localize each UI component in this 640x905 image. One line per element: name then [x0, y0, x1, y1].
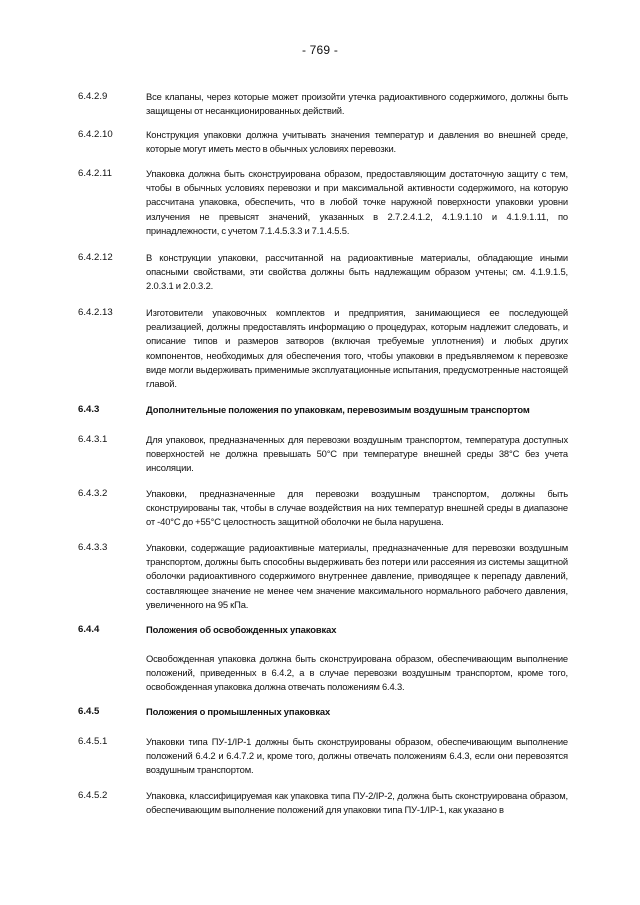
section-6-4-2-12	[78, 251, 568, 294]
section-heading: Дополнительные положения по упаковкам, перевозимым воздушным транспортом	[146, 404, 530, 415]
section-number: 6.4.2.9	[78, 91, 108, 102]
section-6-4-3-2	[78, 487, 568, 530]
heading-6-4-5	[78, 705, 568, 719]
page-number: - 769 -	[301, 43, 339, 57]
section-number: 6.4.2.12	[78, 252, 113, 263]
section-number: 6.4.2.13	[78, 307, 113, 318]
heading-6-4-3	[78, 403, 568, 417]
section-6-4-5-1	[78, 735, 568, 778]
section-text: Упаковки, предназначенные для перевозки воздушным транспортом, должны быть сконструированы так, чтобы в случае воздействия на них температур внешней среды в диапазоне от -40°C до +55°C целостность защитной оболочки не была нарушена.	[146, 488, 568, 528]
section-6-4-2-9	[78, 90, 568, 118]
section-number: 6.4.4	[78, 624, 100, 635]
section-6-4-2-11	[78, 167, 568, 238]
section-text: Упаковка должна быть сконструирована образом, предоставляющим достаточную защиту с тем, чтобы в обычных условиях перевозки и при максимальной активности содержимого, на которую рассчитана упаковка, обеспечить, что в любой точке наружной поверхности упаковки уровни излучения не превысят значений, указанных в 2.7.2.4.1.2, 4.1.9.1.10 и 4.1.9.1.11, по принадлежности, с учетом 7.1.4.5.3.3 и 7.1.4.5.5.	[146, 168, 568, 236]
section-number: 6.4.3.1	[78, 434, 108, 445]
section-text: Упаковки, содержащие радиоактивные материалы, предназначенные для перевозки воздушным транспортом, должны быть способны выдерживать без потери или рассеяния из системы защитной оболочки радиоактивного содержимого внутреннее давление, приводящее к перепаду давлений, составляющее значение не менее чем значение максимального нормального рабочего давления, увеличенного на 95 кПа.	[146, 542, 568, 610]
section-6-4-3-1	[78, 433, 568, 476]
section-text: Освобожденная упаковка должна быть сконструирована образом, обеспечивающим выполнение положений, приведенных в 6.4.2, а в случае перевозки воздушным транспортом, кроме того, освобожденная упаковка должна отвечать положениям 6.4.3.	[146, 653, 568, 693]
section-6-4-2-13	[78, 306, 568, 391]
section-number	[78, 652, 146, 695]
heading-6-4-4	[78, 623, 568, 637]
section-number: 6.4.3.2	[78, 488, 108, 499]
section-6-4-5-2	[78, 789, 568, 817]
section-text: Упаковки типа ПУ-1/IP-1 должны быть сконструированы образом, обеспечивающим выполнение положений 6.4.2 и 6.4.7.2 и, кроме того, должны отвечать положениям 6.4.3, если они перевозятся воздушным транспортом.	[146, 736, 568, 776]
section-6-4-2-10	[78, 128, 568, 156]
section-number: 6.4.5.1	[78, 736, 108, 747]
section-number: 6.4.5.2	[78, 790, 108, 801]
section-number: 6.4.3.3	[78, 542, 108, 553]
section-number: 6.4.2.10	[78, 129, 113, 140]
section-number: 6.4.3	[78, 404, 100, 415]
section-text: Все клапаны, через которые может произойти утечка радиоактивного содержимого, должны быть защищены от несанкционированных действий.	[146, 91, 568, 117]
section-number: 6.4.5	[78, 706, 100, 717]
section-text: Для упаковок, предназначенных для перевозки воздушным транспортом, температура доступных поверхностей не должна превышать 50°C при температуре внешней среды 38°C без учета инсоляции.	[146, 434, 568, 474]
section-6-4-3-3	[78, 541, 568, 612]
section-number: 6.4.2.11	[78, 168, 112, 179]
section-6-4-4-body	[78, 652, 568, 695]
section-text: В конструкции упаковки, рассчитанной на радиоактивные материалы, обладающие иными опасными свойствами, эти свойства должны быть надлежащим образом учтены; см. 4.1.9.1.5, 2.0.3.1 и 2.0.3.2.	[146, 252, 568, 292]
section-text: Изготовители упаковочных комплектов и предприятия, занимающиеся ее последующей реализацией, должны предоставлять информацию о процедурах, которым надлежит следовать, и описание типов и размеров затворов (включая требуемые уплотнения) и любых других компонентов, необходимых для обеспечения того, чтобы упаковки в предъявляемом к перевозке виде могли выдерживать применимые эксплуатационные испытания, предусмотренные настоящей главой.	[146, 307, 568, 390]
section-text: Упаковка, классифицируемая как упаковка типа ПУ-2/IP-2, должна быть сконструирована образом, обеспечивающим выполнение положений для упаковки типа ПУ-1/IP-1, как указано в	[146, 790, 568, 816]
section-heading: Положения о промышленных упаковках	[146, 706, 331, 717]
section-text: Конструкция упаковки должна учитывать значения температур и давления во внешней среде, которые могут иметь место в обычных условиях перевозки.	[146, 129, 568, 155]
section-heading: Положения об освобожденных упаковках	[146, 624, 337, 635]
